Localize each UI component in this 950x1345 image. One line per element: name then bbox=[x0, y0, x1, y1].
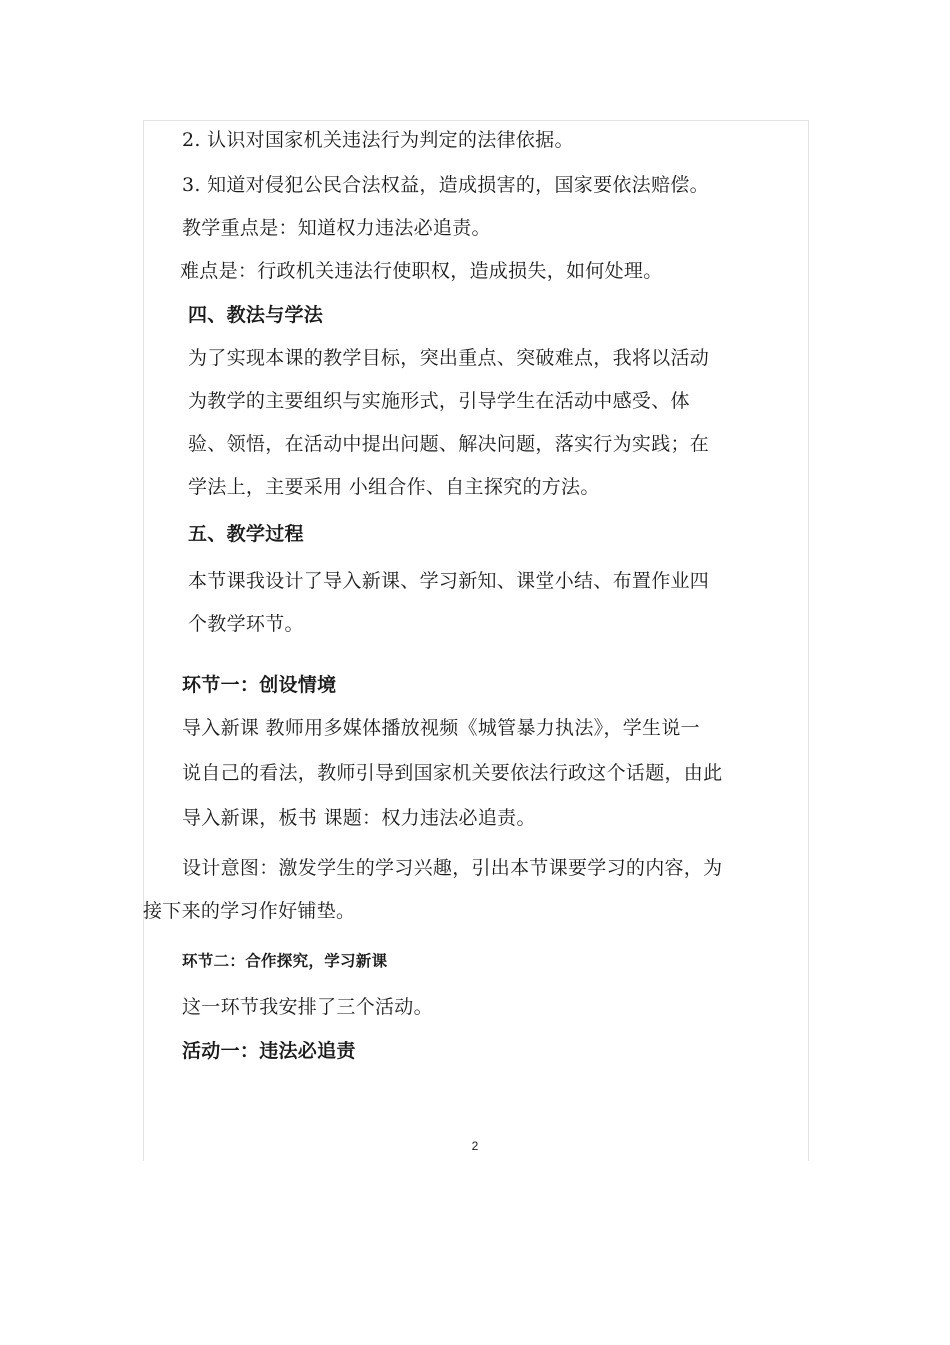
section-heading-methods: 四、教法与学法 bbox=[188, 304, 324, 326]
paragraph-line: 导入新课 教师用多媒体播放视频《城管暴力执法》，学生说一 bbox=[182, 717, 700, 739]
section-heading-process: 五、教学过程 bbox=[188, 523, 304, 545]
activity-1-heading: 活动一：违法必追责 bbox=[182, 1040, 356, 1062]
paragraph-line: 导入新课，板书 课题：权力违法必追责。 bbox=[182, 807, 536, 829]
page-number: 2 bbox=[471, 1139, 479, 1153]
paragraph-line: 学法上，主要采用 小组合作、自主探究的方法。 bbox=[188, 476, 600, 498]
stage-2-heading: 环节二：合作探究，学习新课 bbox=[182, 952, 388, 970]
objective-3: 3. 知道对侵犯公民合法权益，造成损害的，国家要依法赔偿。 bbox=[182, 174, 709, 196]
design-intent-line: 设计意图：激发学生的学习兴趣，引出本节课要学习的内容，为 bbox=[182, 857, 723, 879]
key-point: 教学重点是：知道权力违法必追责。 bbox=[182, 217, 491, 239]
difficult-point: 难点是：行政机关违法行使职权，造成损失，如何处理。 bbox=[180, 260, 663, 282]
paragraph-line: 验、领悟，在活动中提出问题、解决问题，落实行为实践；在 bbox=[188, 433, 710, 455]
paragraph-line: 这一环节我安排了三个活动。 bbox=[182, 996, 433, 1018]
paragraph-line: 为教学的主要组织与实施形式，引导学生在活动中感受、体 bbox=[188, 390, 690, 412]
stage-1-heading: 环节一：创设情境 bbox=[182, 674, 337, 696]
paragraph-line: 个教学环节。 bbox=[188, 613, 304, 635]
objective-2: 2. 认识对国家机关违法行为判定的法律依据。 bbox=[182, 129, 574, 151]
paragraph-line: 本节课我设计了导入新课、学习新知、课堂小结、布置作业四 bbox=[188, 570, 710, 592]
paragraph-line: 为了实现本课的教学目标，突出重点、突破难点，我将以活动 bbox=[188, 347, 710, 369]
design-intent-line: 接下来的学习作好铺垫。 bbox=[143, 900, 356, 922]
paragraph-line: 说自己的看法，教师引导到国家机关要依法行政这个话题，由此 bbox=[182, 762, 723, 784]
